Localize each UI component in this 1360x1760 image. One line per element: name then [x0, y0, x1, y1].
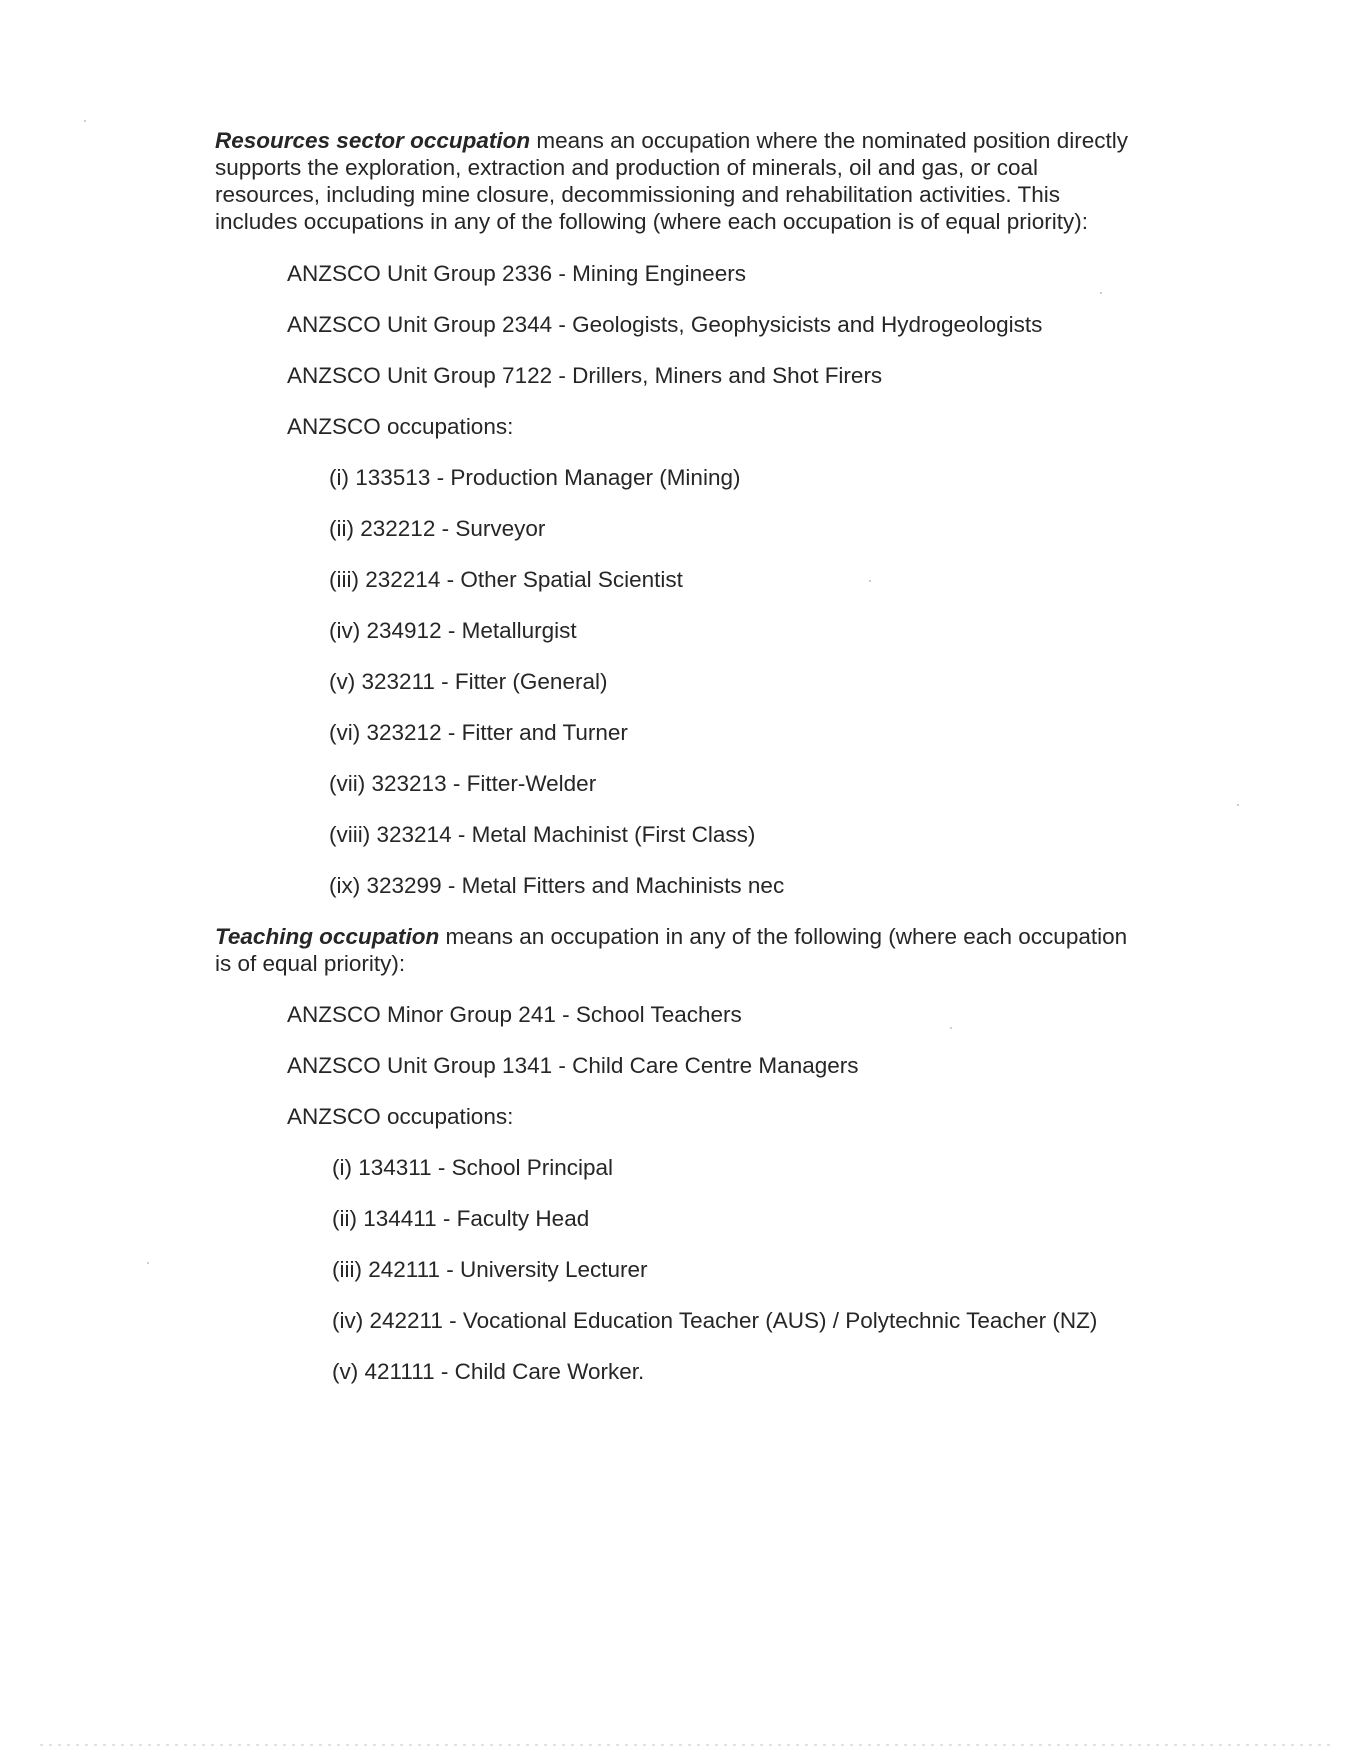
teaching-item [332, 1205, 589, 1232]
item-text: 242211 - Vocational Education Teacher (AUS) / Polytechnic Teacher (NZ) [369, 1308, 1098, 1333]
teaching-occupations-heading: ANZSCO occupations: [287, 1104, 514, 1129]
teaching-group-1341: ANZSCO Unit Group 1341 - Child Care Centre Managers [287, 1053, 859, 1078]
resources-group-7122: ANZSCO Unit Group 7122 - Drillers, Miners and Shot Firers [287, 363, 883, 388]
scan-speck [950, 1027, 952, 1029]
scan-edge-noise [40, 1744, 1330, 1746]
resources-item [329, 668, 607, 695]
resources-term: Resources sector occupation [215, 128, 531, 153]
resources-definition-text: means an occupation where the nominated position directly supports the exploration, extraction and production of minerals, oil and gas, or coal resources, including mine closure, decommissioning and rehabilitation activities. This includes occupations in any of the following (where each occupation is of equal priority): [215, 128, 1128, 234]
item-text: 323211 - Fitter (General) [361, 669, 608, 694]
scan-speck [147, 1262, 149, 1264]
scan-speck [1237, 804, 1239, 806]
resources-item [329, 821, 755, 848]
item-text: 323212 - Fitter and Turner [366, 720, 628, 745]
item-number: (i) [329, 465, 349, 490]
scan-speck [1100, 292, 1102, 294]
resources-occupations-heading: ANZSCO occupations: [287, 414, 514, 439]
item-text: 134311 - School Principal [358, 1155, 613, 1180]
item-text: 134411 - Faculty Head [363, 1206, 590, 1231]
resources-item [329, 719, 628, 746]
item-number: (viii) [329, 822, 371, 847]
resources-item [329, 770, 596, 797]
teaching-term: Teaching occupation [215, 924, 440, 949]
item-text: 232214 - Other Spatial Scientist [365, 567, 683, 592]
item-number: (iii) [329, 567, 359, 592]
item-number: (ix) [329, 873, 361, 898]
resources-definition [215, 127, 1145, 235]
resources-item [329, 872, 784, 899]
teaching-definition [215, 923, 1145, 977]
item-number: (vi) [329, 720, 361, 745]
item-number: (iv) [329, 618, 361, 643]
item-text: 421111 - Child Care Worker. [364, 1359, 645, 1384]
resources-item [329, 464, 740, 491]
item-number: (iv) [332, 1308, 364, 1333]
item-text: 234912 - Metallurgist [366, 618, 577, 643]
resources-item [329, 515, 545, 542]
teaching-definition-text: means an occupation in any of the following (where each occupation is of equal priority): [215, 924, 1128, 976]
item-number: (iii) [332, 1257, 362, 1282]
item-text: 232212 - Surveyor [360, 516, 546, 541]
item-number: (v) [329, 669, 356, 694]
resources-item [329, 566, 683, 593]
resources-group-2344: ANZSCO Unit Group 2344 - Geologists, Geophysicists and Hydrogeologists [287, 312, 1043, 337]
item-text: 323214 - Metal Machinist (First Class) [376, 822, 756, 847]
item-text: 323213 - Fitter-Welder [371, 771, 597, 796]
item-number: (v) [332, 1359, 359, 1384]
item-text: 323299 - Metal Fitters and Machinists nec [366, 873, 785, 898]
teaching-item [332, 1307, 1097, 1334]
item-text: 242111 - University Lecturer [368, 1257, 648, 1282]
scan-speck [84, 120, 86, 122]
teaching-item [332, 1256, 648, 1283]
teaching-group-241: ANZSCO Minor Group 241 - School Teachers [287, 1002, 742, 1027]
teaching-item [332, 1358, 644, 1385]
item-number: (i) [332, 1155, 352, 1180]
resources-item [329, 617, 577, 644]
teaching-item [332, 1154, 613, 1181]
item-number: (ii) [329, 516, 354, 541]
item-number: (ii) [332, 1206, 357, 1231]
resources-group-2336: ANZSCO Unit Group 2336 - Mining Engineers [287, 261, 746, 286]
item-text: 133513 - Production Manager (Mining) [355, 465, 741, 490]
item-number: (vii) [329, 771, 366, 796]
scan-speck [869, 580, 871, 582]
